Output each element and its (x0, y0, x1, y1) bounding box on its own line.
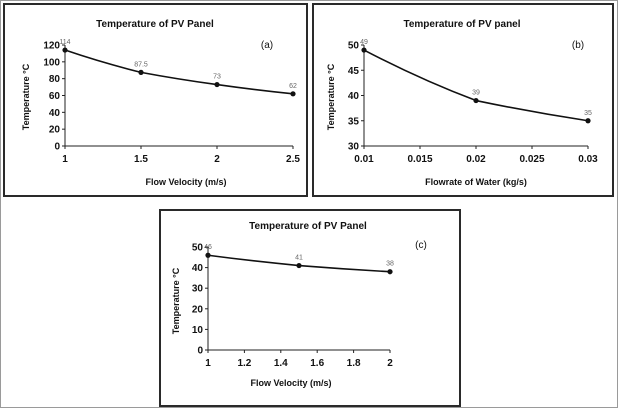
chart-b-y-tick-label: 30 (347, 141, 359, 153)
chart-a-data-point (62, 47, 67, 52)
chart-a-x-tick-label: 2 (214, 154, 220, 165)
chart-b-data-point (361, 47, 366, 52)
chart-b-x-tick-label: 0.025 (519, 154, 545, 165)
chart-a-data-label: 114 (59, 39, 71, 47)
chart-b-ylabel: Temperature °C (326, 63, 336, 131)
chart-b-svg (314, 5, 612, 195)
chart-b-y-tick-label: 40 (347, 91, 359, 102)
chart-a-xlabel: Flow Velocity (m/s) (145, 177, 227, 187)
chart-b-data-point (473, 98, 478, 103)
chart-b-data-label: 49 (360, 39, 368, 47)
chart-a-ylabel: Temperature °C (21, 63, 31, 131)
chart-b-y-tick-label: 35 (347, 116, 359, 128)
chart-a-y-tick-label: 100 (43, 57, 60, 69)
chart-b-title: Temperature of PV panel (403, 19, 521, 30)
chart-c-x-tick-label: 1 (205, 358, 211, 369)
chart-b-data-label: 39 (472, 89, 480, 97)
chart-c-x-tick-label: 1.8 (346, 358, 361, 369)
chart-c-plot (192, 243, 394, 370)
chart-b-x-tick-label: 0.01 (354, 154, 374, 165)
chart-a-plot (43, 39, 300, 165)
chart-b-y-tick-label: 50 (347, 40, 359, 52)
chart-panel-a (3, 3, 308, 197)
chart-c-xlabel: Flow Velocity (m/s) (250, 378, 332, 388)
chart-a-y-tick-label: 120 (43, 40, 60, 52)
chart-c-x-tick-label: 1.4 (273, 358, 288, 369)
chart-a-svg (5, 5, 306, 195)
chart-a-data-label: 62 (289, 82, 297, 90)
chart-b-tag: (b) (571, 40, 585, 51)
chart-a-x-tick-label: 1 (62, 154, 68, 165)
chart-b-data-point (585, 118, 590, 123)
chart-c-data-label: 46 (204, 244, 212, 252)
chart-c-data-label: 38 (386, 260, 394, 268)
chart-c-y-tick-label: 0 (197, 345, 203, 357)
chart-b-x-tick-label: 0.02 (466, 154, 486, 165)
chart-c-data-point (205, 253, 210, 258)
chart-c-y-tick-label: 40 (191, 263, 203, 275)
chart-b-plot (348, 39, 598, 165)
chart-c-y-tick-label: 50 (191, 242, 203, 254)
chart-b-y-tick-label: 45 (347, 65, 359, 77)
chart-a-y-tick-label: 20 (48, 124, 60, 136)
chart-c-y-tick-label: 30 (191, 283, 203, 295)
chart-a-data-label: 87.5 (134, 61, 148, 69)
chart-a-y-tick-label: 40 (48, 107, 60, 119)
chart-a-x-tick-label: 1.5 (134, 154, 148, 165)
chart-a-data-point (290, 91, 295, 96)
chart-c-x-tick-label: 1.6 (310, 358, 325, 369)
chart-a-y-tick-label: 60 (48, 91, 60, 102)
chart-a-title: Temperature of PV Panel (96, 19, 214, 30)
chart-c-ylabel: Temperature °C (171, 267, 181, 335)
chart-c-svg (161, 211, 459, 405)
chart-c-x-tick-label: 1.2 (237, 358, 252, 369)
chart-c-data-point (387, 269, 392, 274)
chart-c-y-tick-label: 10 (191, 324, 203, 336)
chart-b-data-label: 35 (584, 109, 592, 117)
chart-c-tag: (c) (415, 240, 427, 251)
chart-c-data-label: 41 (295, 254, 303, 262)
chart-a-y-tick-label: 80 (48, 74, 60, 86)
chart-a-data-label: 73 (213, 73, 221, 81)
chart-b-x-tick-label: 0.03 (578, 154, 598, 165)
chart-b-x-tick-label: 0.015 (407, 154, 433, 165)
chart-c-title: Temperature of PV Panel (249, 221, 367, 232)
chart-a-series-line (65, 50, 293, 94)
chart-panel-b (312, 3, 614, 197)
chart-c-x-tick-label: 2 (387, 358, 393, 369)
chart-b-series-line (364, 50, 588, 121)
chart-a-x-tick-label: 2.5 (286, 154, 300, 165)
chart-a-data-point (214, 82, 219, 87)
chart-a-data-point (138, 70, 143, 75)
chart-b-xlabel: Flowrate of Water (kg/s) (425, 177, 527, 187)
chart-c-data-point (296, 263, 301, 268)
chart-a-tag: (a) (260, 40, 274, 51)
chart-a-y-tick-label: 0 (54, 141, 60, 153)
chart-panel-c (159, 209, 461, 407)
chart-c-y-tick-label: 20 (191, 304, 203, 316)
